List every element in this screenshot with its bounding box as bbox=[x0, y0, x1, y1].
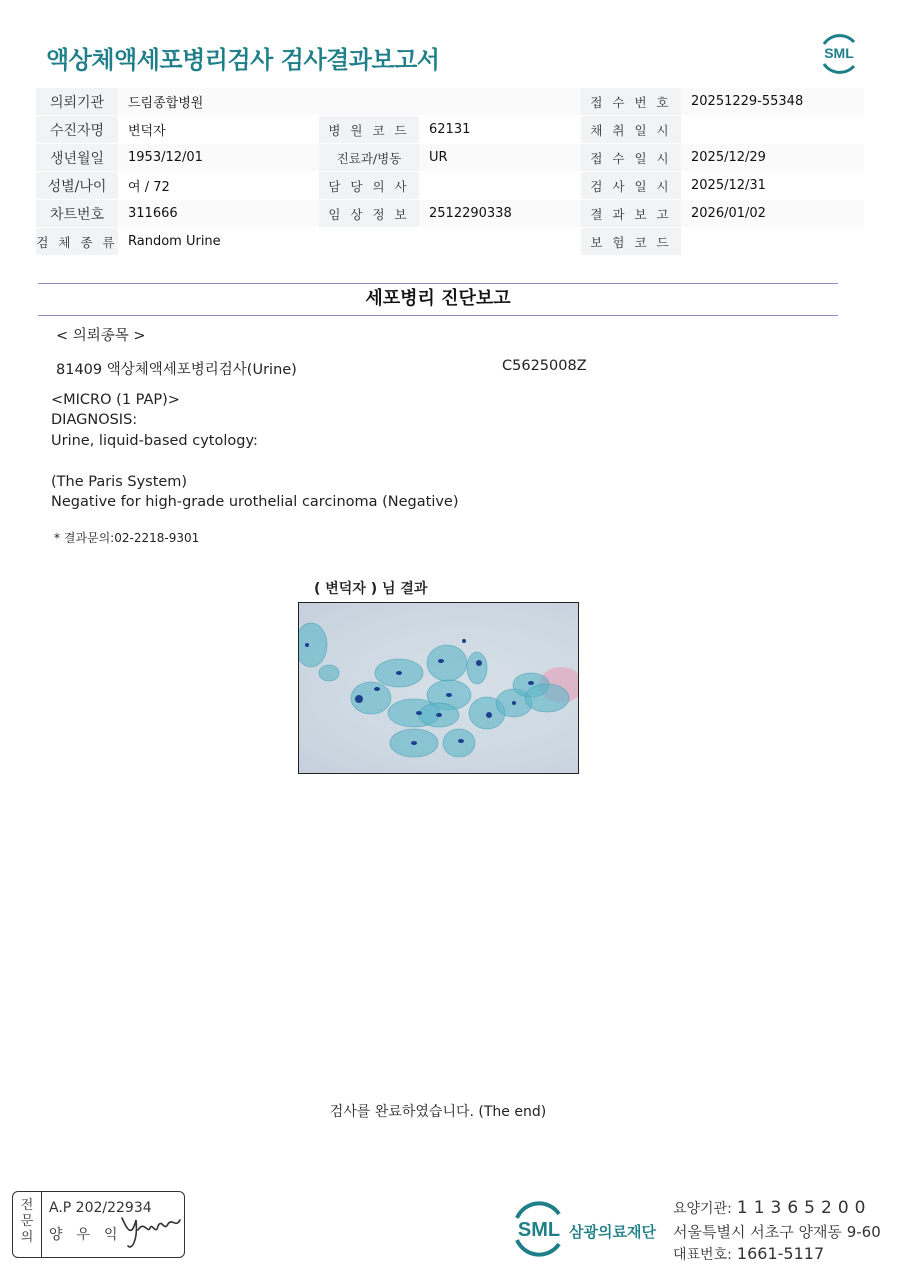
info-row bbox=[36, 200, 864, 228]
sml-logo bbox=[816, 30, 862, 76]
stamp-ap-number: A.P 202/22934 bbox=[49, 1200, 152, 1216]
info-row bbox=[36, 228, 864, 256]
value-patient-name: 변덕자 bbox=[118, 116, 319, 144]
value-collection-date bbox=[681, 116, 864, 144]
pathologist-stamp bbox=[12, 1191, 185, 1258]
stamp-side-label bbox=[13, 1192, 42, 1257]
label-chart-number: 차트번호 bbox=[36, 200, 118, 228]
inquiry-phone: * 결과문의:02-2218-9301 bbox=[54, 531, 200, 545]
label-patient-name: 수진자명 bbox=[36, 116, 118, 144]
order-item: 81409 액상체액세포병리검사(Urine) bbox=[56, 362, 297, 378]
stamp-side-char: 전 bbox=[20, 1198, 34, 1213]
stamp-side-char: 의 bbox=[20, 1230, 34, 1245]
stamp-side-char: 문 bbox=[20, 1214, 34, 1229]
info-row bbox=[36, 116, 864, 144]
footer-logo bbox=[511, 1200, 661, 1262]
info-row bbox=[36, 88, 864, 116]
info-row bbox=[36, 172, 864, 200]
diagnosis-result: Negative for high-grade urothelial carcinoma (Negative) bbox=[51, 494, 459, 510]
label-department-ward: 진료과/병동 bbox=[319, 144, 419, 172]
order-code: C5625008Z bbox=[502, 358, 587, 374]
label-hospital-code: 병 원 코 드 bbox=[319, 116, 419, 144]
section-title: 세포병리 진단보고 bbox=[365, 288, 511, 309]
footer-phone-label: 대표번호: bbox=[673, 1247, 732, 1263]
info-row bbox=[36, 144, 864, 172]
diagnosis-system: (The Paris System) bbox=[51, 474, 188, 490]
value-requesting-institution: 드림종합병원 bbox=[118, 88, 581, 116]
label-specimen-type: 검 체 종 류 bbox=[36, 228, 118, 256]
label-birth-date: 생년월일 bbox=[36, 144, 118, 172]
value-clinical-info: 2512290338 bbox=[419, 200, 581, 228]
value-sex-age: 여 / 72 bbox=[118, 172, 319, 200]
report-title: 액상체액세포병리검사 검사결과보고서 bbox=[46, 46, 440, 74]
label-test-date: 검 사 일 시 bbox=[581, 172, 681, 200]
footer-phone-value: 1661-5117 bbox=[736, 1244, 825, 1263]
photo-caption: ( 변덕자 ) 님 결과 bbox=[314, 581, 428, 597]
value-chart-number: 311666 bbox=[118, 200, 319, 228]
diagnosis-specimen: Urine, liquid-based cytology: bbox=[51, 433, 258, 449]
value-received-date: 2025/12/29 bbox=[681, 144, 864, 172]
label-sex-age: 성별/나이 bbox=[36, 172, 118, 200]
end-text: 검사를 완료하였습니다. (The end) bbox=[329, 1104, 547, 1120]
value-accession-number: 20251229-55348 bbox=[681, 88, 864, 116]
sml-logo-text: SML bbox=[824, 45, 854, 61]
cytology-photo bbox=[298, 602, 579, 774]
value-insurance-code bbox=[681, 228, 864, 256]
footer-phone bbox=[673, 1244, 824, 1264]
label-collection-date: 채 취 일 시 bbox=[581, 116, 681, 144]
value-result-report: 2026/01/02 bbox=[681, 200, 864, 228]
micro-line: <MICRO (1 PAP)> bbox=[51, 392, 180, 408]
value-birth-date: 1953/12/01 bbox=[118, 144, 319, 172]
value-test-date: 2025/12/31 bbox=[681, 172, 864, 200]
stamp-pathologist-name: 양우익 bbox=[49, 1227, 132, 1243]
patient-info-table bbox=[36, 88, 864, 256]
footer-org-name: 삼광의료재단 bbox=[569, 1223, 656, 1241]
value-attending-doctor bbox=[419, 172, 581, 200]
label-insurance-code: 보 험 코 드 bbox=[581, 228, 681, 256]
footer-logo-text: SML bbox=[517, 1219, 561, 1241]
label-result-report: 결 과 보 고 bbox=[581, 200, 681, 228]
footer-institution-code bbox=[673, 1198, 871, 1218]
label-received-date: 접 수 일 시 bbox=[581, 144, 681, 172]
footer-address: 서울특별시 서초구 양재동 9-60 bbox=[673, 1223, 881, 1241]
diagnosis-label: DIAGNOSIS: bbox=[51, 412, 138, 428]
label-accession-number: 접 수 번 호 bbox=[581, 88, 681, 116]
section-rule-bottom bbox=[38, 315, 838, 316]
value-specimen-type: Random Urine bbox=[118, 228, 581, 256]
order-header: < 의뢰종목 > bbox=[56, 328, 146, 344]
footer-code-value: 11365200 bbox=[736, 1198, 872, 1218]
label-attending-doctor: 담 당 의 사 bbox=[319, 172, 419, 200]
value-hospital-code: 62131 bbox=[419, 116, 581, 144]
footer-code-label: 요양기관: bbox=[673, 1201, 732, 1217]
value-department-ward: UR bbox=[419, 144, 581, 172]
signature-image bbox=[118, 1206, 184, 1250]
label-requesting-institution: 의뢰기관 bbox=[36, 88, 118, 116]
label-clinical-info: 임 상 정 보 bbox=[319, 200, 419, 228]
